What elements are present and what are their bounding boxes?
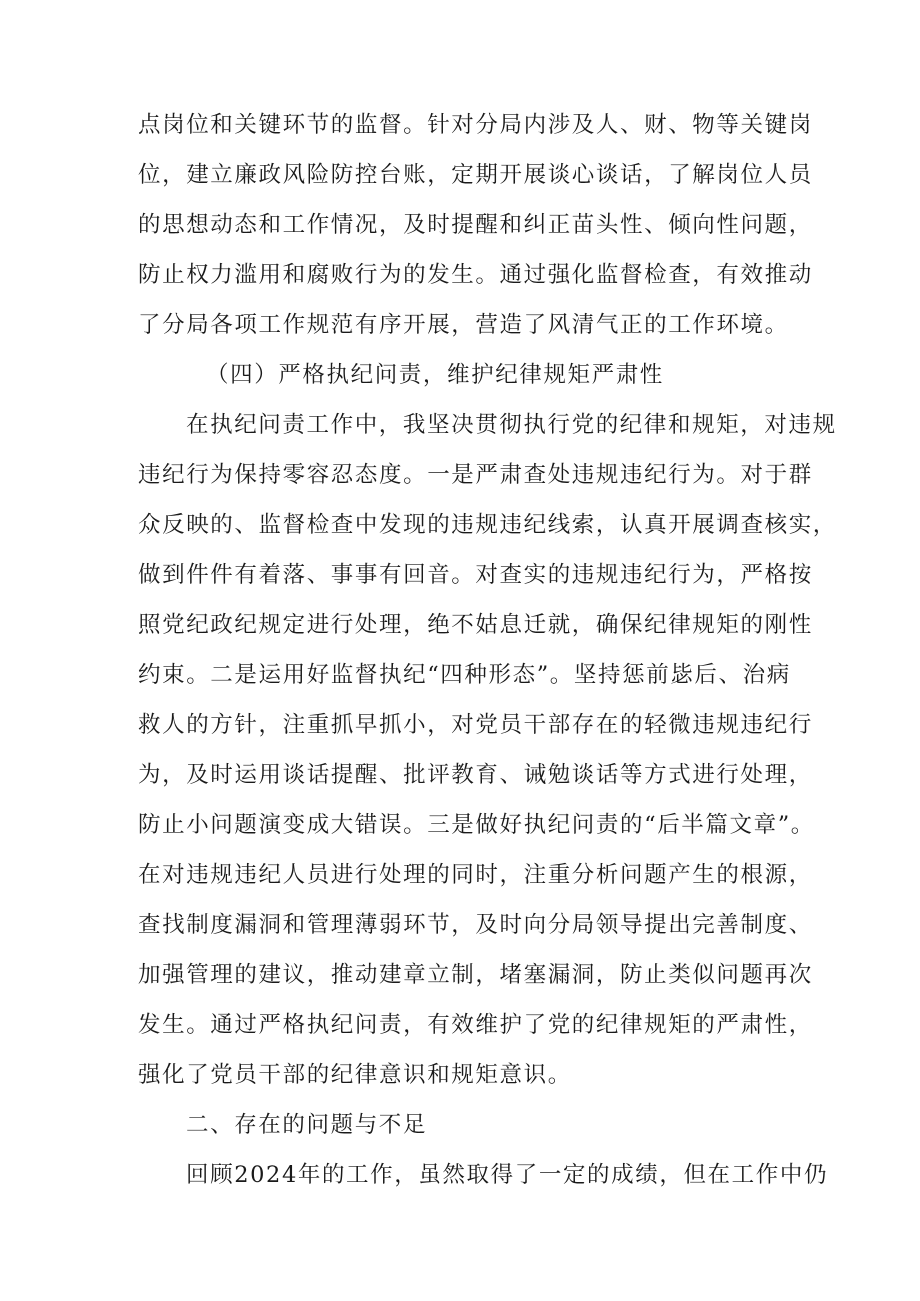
paragraph-line: 违纪行为保持零容忍态度。一是严肃查处违规违纪行为。对于群 [138,462,813,488]
paragraph-line: 查找制度漏洞和管理薄弱环节，及时向分局领导提出完善制度、 [138,912,813,938]
section-heading-2: 二、存在的问题与不足 [186,1112,428,1138]
paragraph-line: 救人的方针，注重抓早抓小，对党员干部存在的轻微违规违纪行 [138,712,813,738]
paragraph-line: 防止权力滥用和腐败行为的发生。通过强化监督检查，有效推动 [138,262,813,288]
document-body [138,100,837,1200]
paragraph-line: 点岗位和关键环节的监督。针对分局内涉及人、财、物等关键岗 [138,112,813,138]
paragraph-line: 做到件件有着落、事事有回音。对查实的违规违纪行为，严格按 [138,562,813,588]
paragraph-line: 众反映的、监督检查中发现的违规违纪线索，认真开展调查核实， [138,512,837,538]
paragraph-line: 位，建立廉政风险防控台账，定期开展谈心谈话，了解岗位人员 [138,162,813,188]
paragraph-line: 为，及时运用谈话提醒、批评教育、诫勉谈话等方式进行处理， [138,762,813,788]
paragraph-line: 发生。通过严格执纪问责，有效维护了党的纪律规矩的严肃性， [138,1012,813,1038]
paragraph-line: 了分局各项工作规范有序开展，营造了风清气正的工作环境。 [138,312,789,338]
paragraph-line: 的思想动态和工作情况，及时提醒和纠正苗头性、倾向性问题， [138,212,813,238]
paragraph-line: 强化了党员干部的纪律意识和规矩意识。 [138,1062,572,1088]
section-heading-4: （四）严格执纪问责，维护纪律规矩严肃性 [206,362,664,388]
paragraph-line: 在执纪问责工作中，我坚决贯彻执行党的纪律和规矩，对违规 [186,412,837,438]
paragraph-line: 加强管理的建议，推动建章立制，堵塞漏洞，防止类似问题再次 [138,962,813,988]
paragraph-line: 防止小问题演变成大错误。三是做好执纪问责的“后半篇文章”。 [138,812,815,838]
paragraph-line: 在对违规违纪人员进行处理的同时，注重分析问题产生的根源， [138,862,813,888]
paragraph-line: 照党纪政纪规定进行处理，绝不姑息迁就，确保纪律规矩的刚性 [138,612,813,638]
paragraph-line: 回顾2024年的工作，虽然取得了一定的成绩，但在工作中仍 [186,1162,829,1188]
paragraph-line: 约束。二是运用好监督执纪“四种形态”。坚持惩前毖后、治病 [138,662,791,688]
